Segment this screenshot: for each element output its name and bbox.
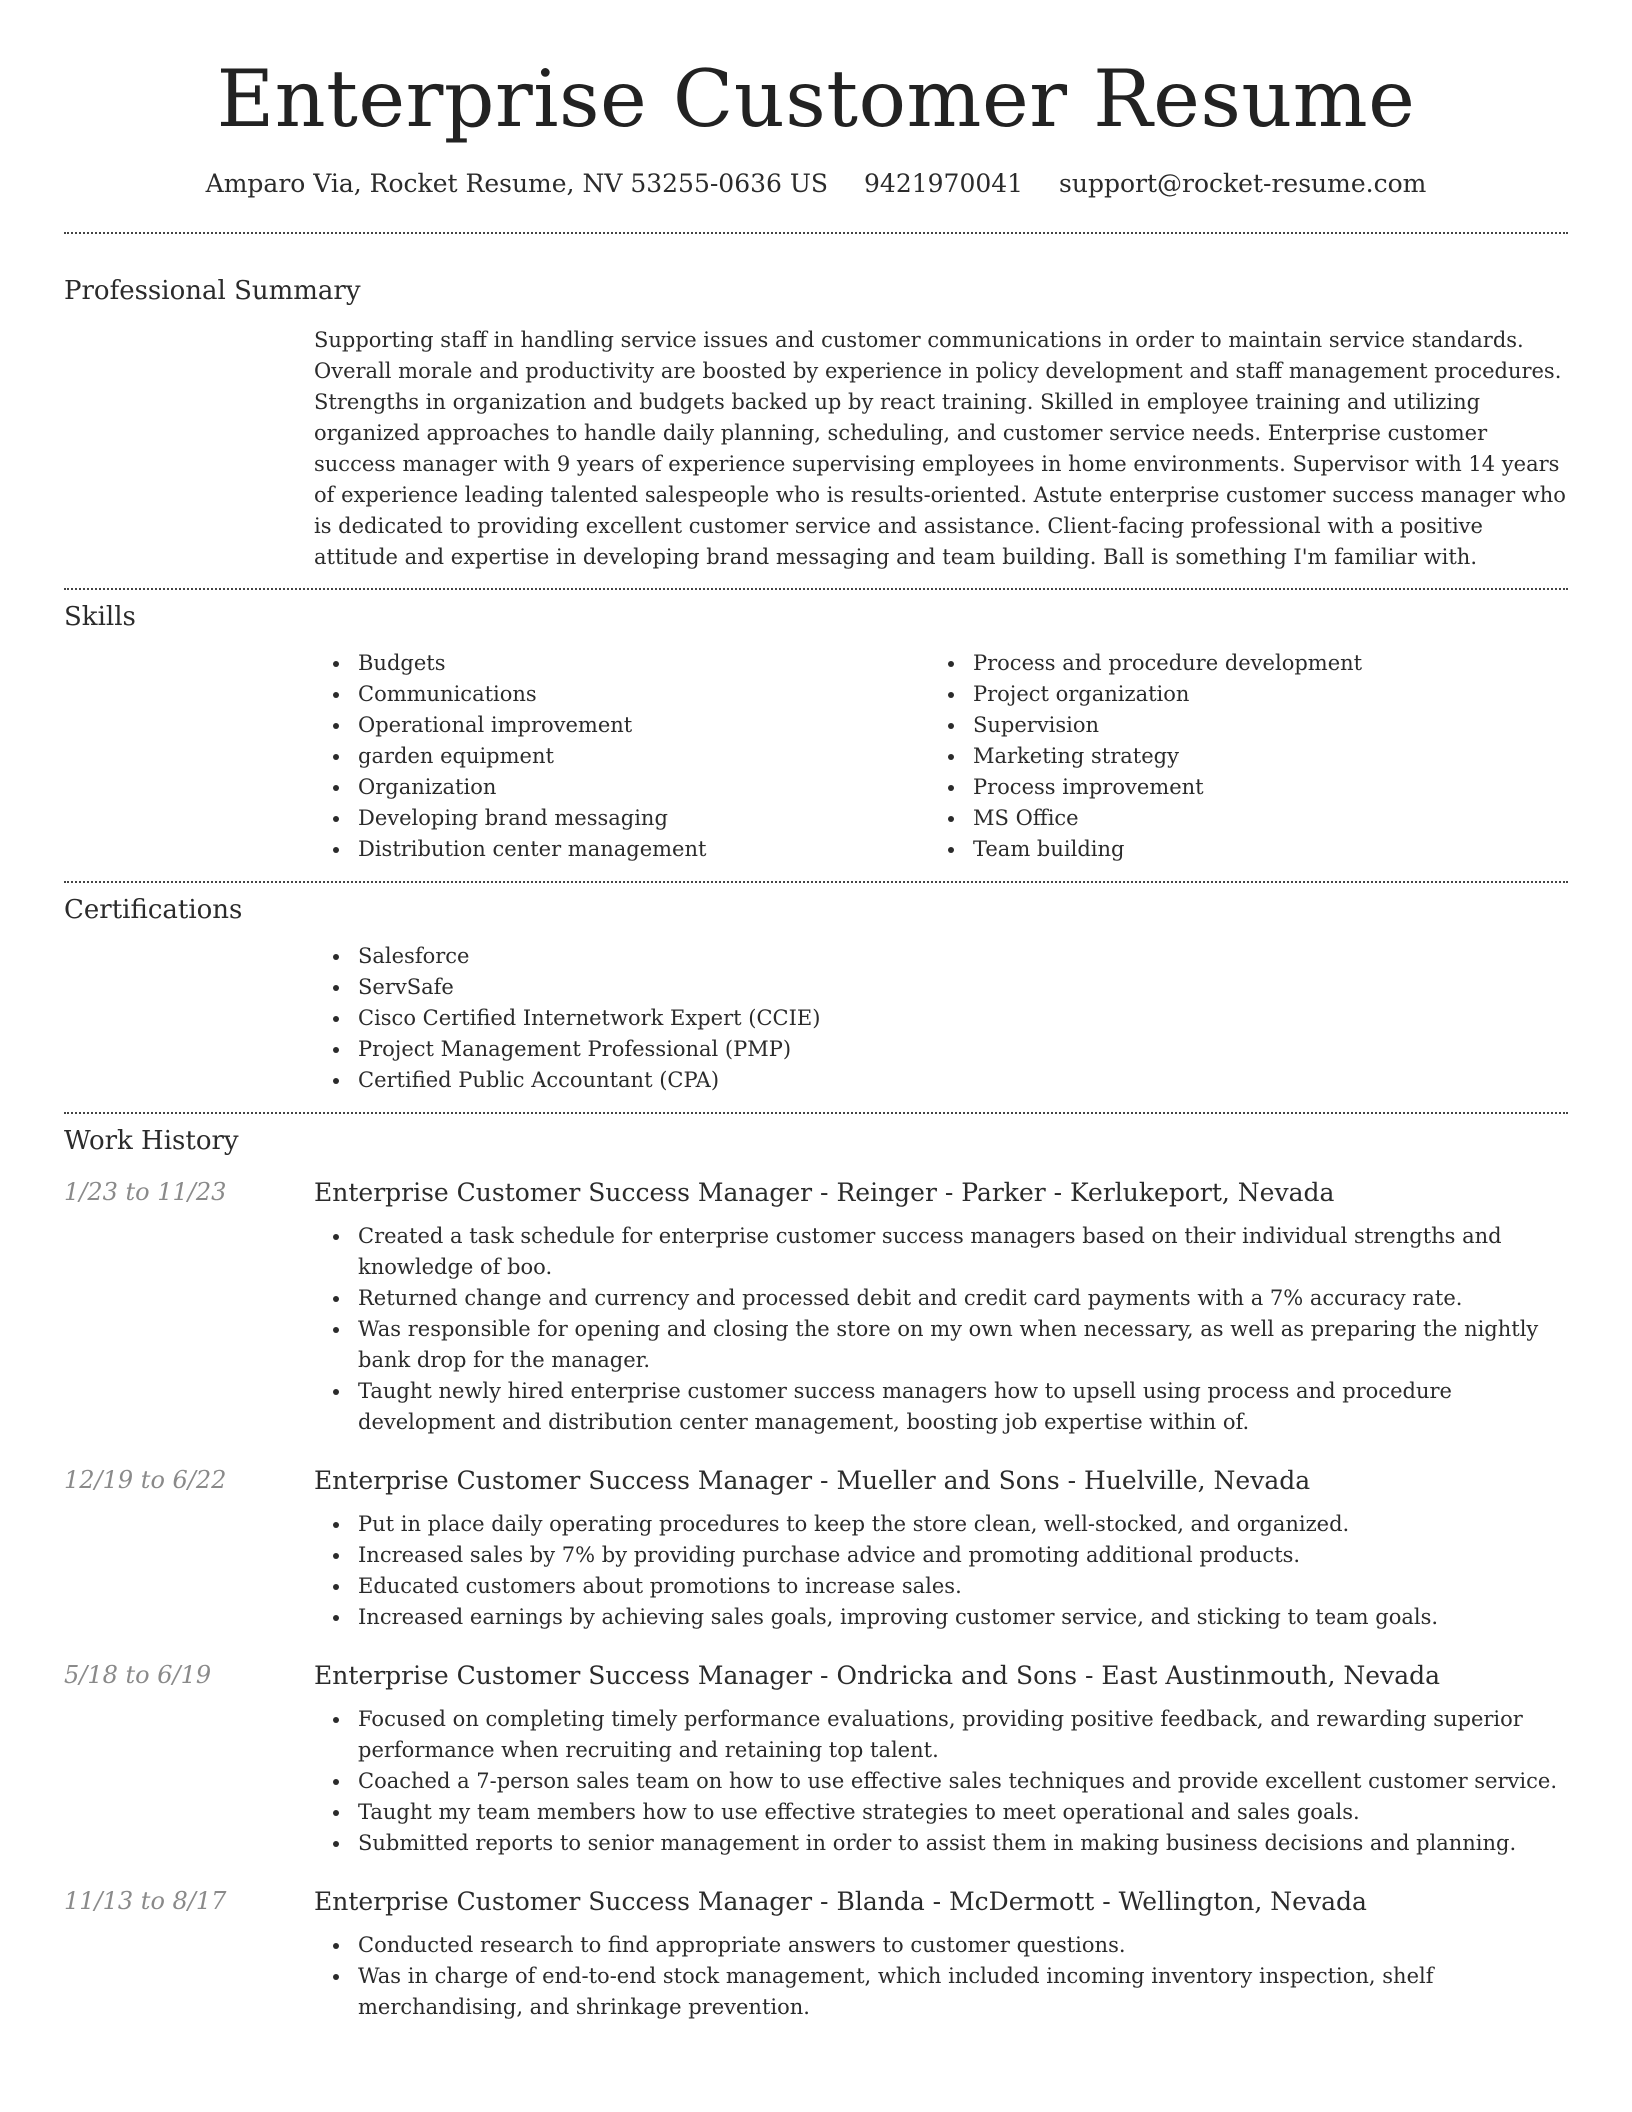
skill-item: Process improvement (929, 772, 1529, 803)
job-details (314, 1887, 1568, 2023)
job-details (314, 1178, 1568, 1438)
skills-heading: Skills (64, 602, 136, 632)
job-bullets (314, 1704, 1568, 1859)
skill-item: Communications (314, 679, 929, 710)
job-entry (64, 1178, 1568, 1438)
job-bullet: Increased sales by 7% by providing purchase advice and promoting additional products. (314, 1540, 1568, 1571)
job-dates: 1/23 to 11/23 (64, 1178, 227, 1206)
certification-item: Cisco Certified Internetwork Expert (CCIE) (314, 1003, 1568, 1034)
resume-title: Enterprise Customer Resume (216, 53, 1416, 145)
job-bullets (314, 1221, 1568, 1438)
skill-item: garden equipment (314, 741, 929, 772)
skill-item: Organization (314, 772, 929, 803)
skill-item: Marketing strategy (929, 741, 1529, 772)
job-bullet: Educated customers about promotions to increase sales. (314, 1571, 1568, 1602)
job-title: Enterprise Customer Success Manager - Blanda - McDermott - Wellington, Nevada (314, 1887, 1367, 1916)
job-title: Enterprise Customer Success Manager - Reinger - Parker - Kerlukeport, Nevada (314, 1178, 1335, 1207)
job-bullet: Coached a 7-person sales team on how to use effective sales techniques and provide excellent customer service. (314, 1766, 1568, 1797)
job-entry (64, 1661, 1568, 1859)
job-bullet: Taught my team members how to use effective strategies to meet operational and sales goals. (314, 1797, 1568, 1828)
job-bullet: Returned change and currency and processed debit and credit card payments with a 7% accuracy rate. (314, 1283, 1568, 1314)
skill-item: Project organization (929, 679, 1529, 710)
job-bullet: Submitted reports to senior management in order to assist them in making business decisions and planning. (314, 1828, 1568, 1859)
job-bullet: Created a task schedule for enterprise customer success managers based on their individual strengths and knowledge of boo. (314, 1221, 1568, 1283)
certifications-heading: Certifications (64, 895, 243, 925)
contact-email: support@rocket-resume.com (1059, 169, 1427, 198)
certifications-list (314, 941, 1568, 1096)
certification-item: Certified Public Accountant (CPA) (314, 1065, 1568, 1096)
job-details (314, 1661, 1568, 1859)
job-dates: 12/19 to 6/22 (64, 1466, 227, 1494)
skill-item: Process and procedure development (929, 648, 1529, 679)
contact-line (64, 169, 1568, 198)
skill-item: MS Office (929, 803, 1529, 834)
skill-item: Team building (929, 834, 1529, 865)
skill-item: Developing brand messaging (314, 803, 929, 834)
summary-text: Supporting staff in handling service issues and customer communications in order to maintain service standards. Overall morale and productivity are boosted by experience in policy development and staff management procedures. Strengths in organization and budgets backed up by react training. Skilled in employee training and utilizing organized approaches to handle daily planning, scheduling, and customer service needs. Enterprise customer success manager with 9 years of experience supervising employees in home environments. Supervisor with 14 years of experience leading talented salespeople who is results-oriented. Astute enterprise customer success manager who is dedicated to providing excellent customer service and assistance. Client-facing professional with a positive attitude and expertise in developing brand messaging and team building. Ball is something I'm familiar with. (314, 328, 1566, 569)
resume-page (64, 0, 1568, 2023)
job-bullet: Taught newly hired enterprise customer success managers how to upsell using process and procedure development and distribution center management, boosting job expertise within of. (314, 1376, 1568, 1438)
job-bullet: Was in charge of end-to-end stock management, which included incoming inventory inspection, shelf merchandising, and shrinkage prevention. (314, 1961, 1568, 2023)
job-details (314, 1466, 1568, 1633)
job-dates: 5/18 to 6/19 (64, 1661, 212, 1689)
job-bullet: Was responsible for opening and closing the store on my own when necessary, as well as preparing the nightly bank drop for the manager. (314, 1314, 1568, 1376)
skills-column-left (314, 648, 929, 865)
job-bullets (314, 1930, 1568, 2023)
divider (64, 881, 1568, 883)
skill-item: Operational improvement (314, 710, 929, 741)
skills-list (314, 648, 1568, 865)
job-bullet: Conducted research to find appropriate answers to customer questions. (314, 1930, 1568, 1961)
job-bullet: Put in place daily operating procedures to keep the store clean, well-stocked, and organized. (314, 1509, 1568, 1540)
summary-heading: Professional Summary (64, 276, 361, 306)
certification-item: ServSafe (314, 972, 1568, 1003)
job-bullets (314, 1509, 1568, 1633)
contact-phone: 9421970041 (864, 169, 1024, 198)
divider (64, 1112, 1568, 1114)
job-title: Enterprise Customer Success Manager - Ondricka and Sons - East Austinmouth, Nevada (314, 1661, 1441, 1690)
skill-item: Supervision (929, 710, 1529, 741)
skills-column-right (929, 648, 1529, 865)
job-dates: 11/13 to 8/17 (64, 1887, 227, 1915)
certification-item: Project Management Professional (PMP) (314, 1034, 1568, 1065)
job-entry (64, 1887, 1568, 2023)
divider (64, 232, 1568, 234)
divider (64, 588, 1568, 590)
contact-address: Amparo Via, Rocket Resume, NV 53255-0636 US (205, 169, 829, 198)
job-title: Enterprise Customer Success Manager - Mueller and Sons - Huelville, Nevada (314, 1466, 1311, 1495)
job-bullet: Focused on completing timely performance evaluations, providing positive feedback, and rewarding superior performance when recruiting and retaining top talent. (314, 1704, 1568, 1766)
skill-item: Distribution center management (314, 834, 929, 865)
work-heading: Work History (64, 1126, 239, 1156)
skill-item: Budgets (314, 648, 929, 679)
job-entry (64, 1466, 1568, 1633)
certification-item: Salesforce (314, 941, 1568, 972)
job-bullet: Increased earnings by achieving sales goals, improving customer service, and sticking to team goals. (314, 1602, 1568, 1633)
